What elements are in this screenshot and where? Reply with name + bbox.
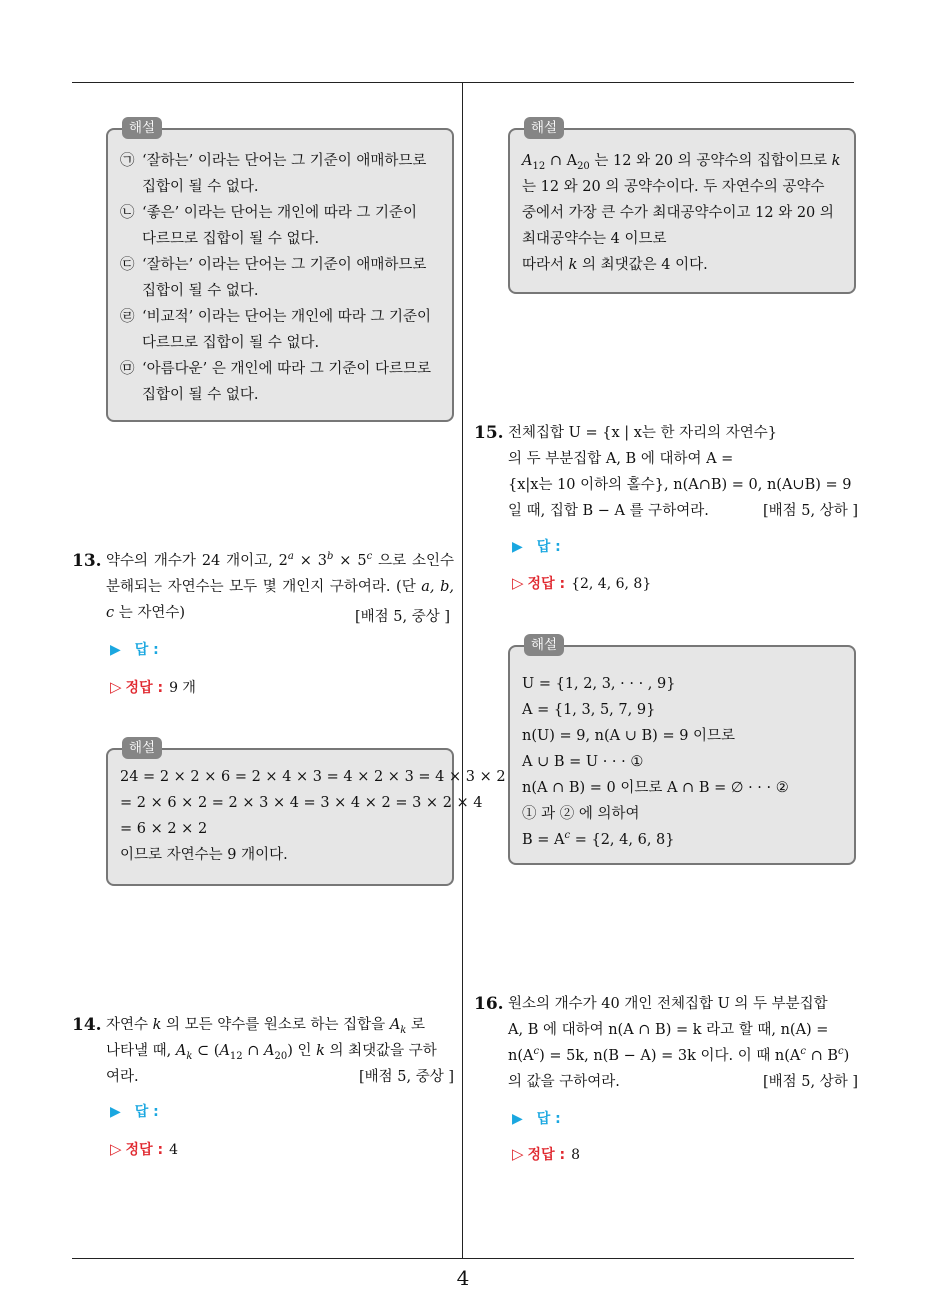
explanation-line: 중에서 가장 큰 수가 최대공약수이고 12 와 20 의 [522, 205, 834, 221]
problem-number: 13. [72, 551, 102, 571]
solution-label: 정답 : [527, 1147, 566, 1163]
problem-meta: [배점 5, 중상 ] [358, 1069, 454, 1085]
answer-label: 답 : [134, 1104, 159, 1120]
explanation-line: 24 = 2 × 2 × 6 = 2 × 4 × 3 = 4 × 2 × 3 = 4 × 3 × 2 [120, 769, 506, 785]
problem-text: 약수의 개수가 24 개이고, $2^a \times 3^b \times 5^c$ 으로 소인수분해되는 자연수는 모두 몇 개인지 구하여라. (단 a, b, c 는 자연수) [106, 551, 454, 621]
outline-arrow-icon: ▷ [512, 1145, 524, 1163]
explanation-line: 따라서 k 의 최댓값은 4 이다. [522, 257, 708, 273]
problem-meta: [배점 5, 상하 ] [762, 503, 858, 519]
solution-value: 8 [571, 1147, 580, 1163]
solution-row [512, 572, 651, 595]
explanation-line: 최대공약수는 4 이므로 [522, 231, 667, 247]
explanation-item: ㉡ ‘좋은’ 이라는 단어는 개인에 따라 그 기준이 [120, 205, 417, 221]
explanation-line: = 2 × 6 × 2 = 2 × 3 × 4 = 3 × 4 × 2 = 3 × 2 × 4 [120, 795, 483, 811]
column-divider [462, 82, 463, 1258]
problem-15 [474, 420, 858, 524]
problem-text: 자연수 k 의 모든 약수를 원소로 하는 집합을 $A_k$ 로 나타낼 때, $A_k$ ⊂ ($A_{12}$ ∩ $A_{20}$) 인 k 의 최댓값을 구하 여라. [배점 5, 중상 ] [106, 1012, 454, 1090]
explanation-line: $B = A^c = \{2$, 4, 6, 8} [522, 830, 675, 848]
explanation-item: ㉢ ‘잘하는’ 이라는 단어는 그 기준이 애매하므로 [120, 257, 427, 273]
answer-label: 답 : [536, 539, 561, 555]
solution-row [512, 1143, 580, 1166]
explanation-box-top-right [508, 120, 856, 294]
problem-number: 14. [72, 1015, 102, 1035]
problem-text: 전체집합 U = {x | x는 한 자리의 자연수} 의 두 부분집합 A, B 에 대하여 A = {x|x는 10 이하의 홀수}, n(A∩B) = 0, n(A∪B) = 9 일 때, 집합 B − A 를 구하여라. [배점 5, 상하 ] [508, 420, 858, 524]
explanation-box-top-left [106, 120, 454, 422]
solution-row [110, 1138, 178, 1161]
solution-value: 9 개 [169, 680, 196, 696]
play-arrow-icon: ▶ [110, 1104, 121, 1120]
play-arrow-icon: ▶ [512, 1111, 523, 1127]
answer-row [512, 1108, 561, 1130]
explanation-item: ㉠ ‘잘하는’ 이라는 단어는 그 기준이 애매하므로 [120, 153, 427, 169]
solution-value: 4 [169, 1142, 178, 1158]
problem-number: 15. [474, 423, 504, 443]
problem-14 [72, 1012, 454, 1090]
answer-label: 답 : [536, 1111, 561, 1127]
explanation-box-13 [106, 740, 506, 886]
explanation-item: ㉣ ‘비교적’ 이라는 단어는 개인에 따라 그 기준이 [120, 309, 431, 325]
play-arrow-icon: ▶ [110, 642, 121, 658]
explanation-line: ① 과 ② 에 의하여 [522, 806, 640, 822]
play-arrow-icon: ▶ [512, 539, 523, 555]
explanation-line: n(U) = 9, n(A ∪ B) = 9 이므로 [522, 728, 736, 744]
explanation-item: ㉤ ‘아름다운’ 은 개인에 따라 그 기준이 다르므로 [120, 361, 431, 377]
explanation-line: $A_{12}$ ∩ $A_{20}$ 는 12 와 20 의 공약수의 집합이므로 k [522, 153, 841, 172]
explanation-line: = 6 × 2 × 2 [120, 821, 208, 837]
solution-row [110, 676, 196, 699]
answer-row [110, 1101, 159, 1123]
outline-arrow-icon: ▷ [110, 678, 122, 696]
explanation-tag: 해설 [122, 117, 162, 139]
explanation-tag: 해설 [524, 117, 564, 139]
problem-16 [474, 991, 858, 1095]
explanation-tag: 해설 [524, 634, 564, 656]
top-rule [72, 82, 854, 83]
explanation-line: A = {1, 3, 5, 7, 9} [522, 702, 656, 718]
explanation-item-cont: 집합이 될 수 없다. [142, 387, 259, 403]
explanation-line: U = {1, 2, 3, · · · , 9} [522, 676, 676, 692]
page-number: 4 [456, 1266, 470, 1290]
bottom-rule [72, 1258, 854, 1259]
explanation-box-15 [508, 637, 856, 865]
explanation-item-cont: 다르므로 집합이 될 수 없다. [142, 335, 320, 351]
solution-label: 정답 : [125, 680, 164, 696]
explanation-line: A ∪ B = U · · · ① [522, 754, 644, 770]
solution-label: 정답 : [125, 1142, 164, 1158]
explanation-line: n(A ∩ B) = 0 이므로 A ∩ B = ∅ · · · ② [522, 780, 789, 796]
answer-row [512, 536, 561, 558]
solution-label: 정답 : [527, 576, 566, 592]
solution-value: {2, 4, 6, 8} [571, 576, 652, 592]
explanation-line: 는 12 와 20 의 공약수이다. 두 자연수의 공약수 [522, 179, 825, 195]
outline-arrow-icon: ▷ [512, 574, 524, 592]
problem-number: 16. [474, 994, 504, 1014]
problem-meta: [배점 5, 중상 ] [355, 609, 451, 625]
problem-text: 원소의 개수가 40 개인 전체집합 U 의 두 부분집합 A, B 에 대하여 n(A ∩ B) = k 라고 할 때, n(A) = $n(A^c) = 5k$, n(B − A) = 3k 이다. 이 때 $n(A^c$ ∩ $B^c$) 의 값을 구하여라. [배점 5, 상하 ] [508, 991, 858, 1095]
explanation-item-cont: 집합이 될 수 없다. [142, 179, 259, 195]
outline-arrow-icon: ▷ [110, 1140, 122, 1158]
answer-label: 답 : [134, 642, 159, 658]
explanation-item-cont: 다르므로 집합이 될 수 없다. [142, 231, 320, 247]
problem-meta: [배점 5, 상하 ] [762, 1074, 858, 1090]
explanation-tag: 해설 [122, 737, 162, 759]
explanation-item-cont: 집합이 될 수 없다. [142, 283, 259, 299]
answer-row [110, 639, 159, 661]
explanation-line: 이므로 자연수는 9 개이다. [120, 847, 288, 863]
